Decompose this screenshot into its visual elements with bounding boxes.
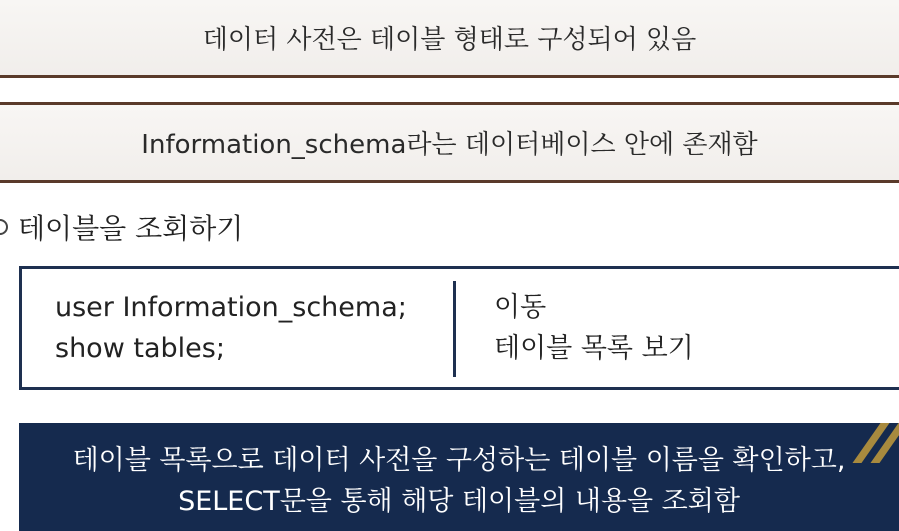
description-list [494, 287, 694, 369]
command-box [19, 266, 899, 390]
info-banner-2-text: Information_schema라는 데이터베이스 안에 존재함 [141, 130, 758, 160]
command-line-2: show tables; [55, 333, 225, 364]
summary-line-2: SELECT문을 통해 해당 테이블의 내용을 조회함 [178, 486, 740, 517]
description-line-2: 테이블 목록 보기 [494, 333, 694, 364]
command-line-1: user Information_schema; [55, 292, 407, 323]
info-banner-1-text: 데이터 사전은 테이블 형태로 구성되어 있음 [202, 25, 697, 55]
summary-line-1: 테이블 목록으로 데이터 사전을 구성하는 테이블 이름을 확인하고, [72, 445, 846, 476]
section-heading-text: 테이블을 조회하기 [18, 212, 244, 245]
summary-box [19, 423, 899, 531]
description-line-1: 이동 [494, 292, 547, 323]
info-banner-2 [0, 102, 899, 183]
command-list [55, 287, 407, 369]
section-heading [0, 207, 243, 247]
column-divider [453, 281, 456, 377]
circle-bullet-icon [0, 219, 8, 235]
info-banner-1 [0, 0, 899, 78]
